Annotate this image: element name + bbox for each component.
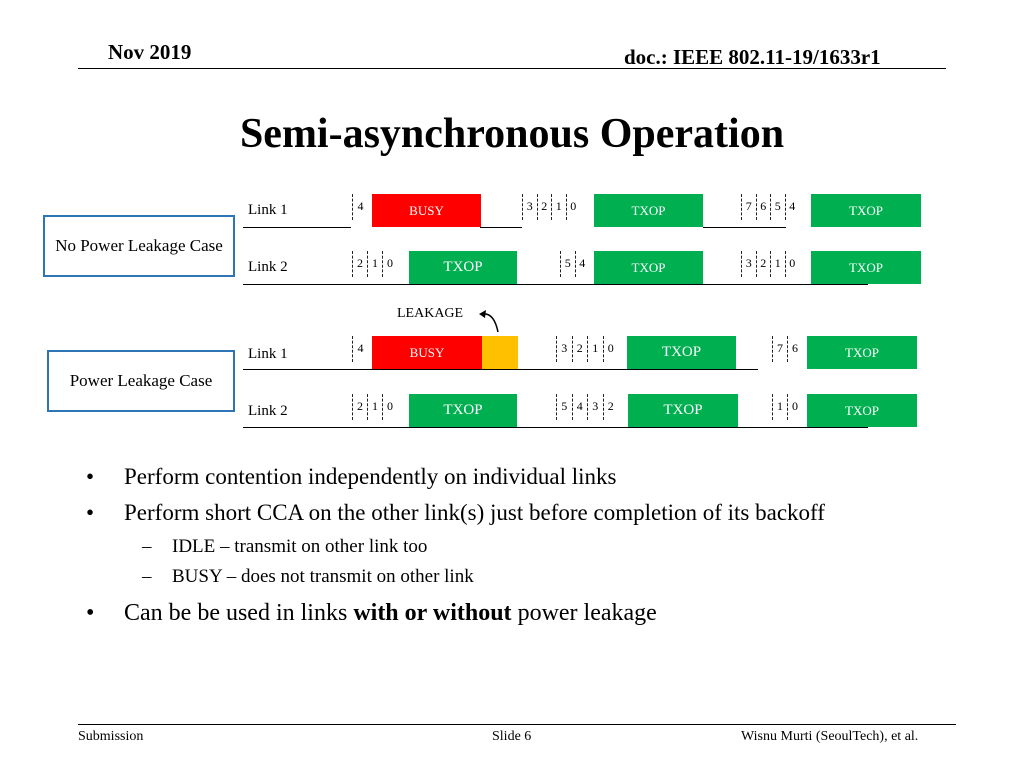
backoff-slot: 1	[772, 394, 787, 420]
backoff-slot: 4	[785, 194, 800, 220]
txop-block: TXOP	[811, 194, 921, 227]
bullet-marker: •	[86, 464, 95, 489]
backoff-slot: 4	[572, 394, 588, 420]
sub-bullet-item	[142, 566, 825, 588]
txop-block: TXOP	[627, 336, 736, 369]
backoff-slot: 3	[741, 251, 756, 277]
sub-bullet-text: BUSY – does not transmit on other link	[172, 566, 474, 587]
header-date: Nov 2019	[108, 40, 192, 64]
timeline-axis	[243, 284, 868, 285]
backoff-slot: 3	[587, 394, 603, 420]
bullet-emphasis: with or without	[353, 600, 512, 626]
backoff-slot: 4	[352, 336, 368, 362]
backoff-slot: 5	[770, 194, 785, 220]
backoff-slot: 6	[756, 194, 771, 220]
timeline-axis	[243, 227, 351, 228]
backoff-slot: 3	[556, 336, 572, 362]
backoff-slot: 0	[787, 394, 802, 420]
footer-author: Wisnu Murti (SeoulTech), et al.	[741, 729, 919, 744]
bullet-item	[86, 464, 825, 490]
sub-bullet-item	[142, 536, 825, 558]
backoff-slot: 0	[603, 336, 619, 362]
backoff-slot: 0	[566, 194, 581, 220]
footer-slide-number: Slide 6	[492, 729, 532, 744]
link-label: Link 1	[248, 202, 288, 218]
bullet-list	[86, 464, 825, 637]
backoff-slot: 2	[352, 394, 367, 420]
backoff-slot: 1	[367, 251, 382, 277]
txop-block: TXOP	[628, 394, 738, 427]
txop-block: TXOP	[594, 194, 703, 227]
footer-divider	[78, 724, 956, 725]
leakage-arrow-icon	[478, 308, 504, 336]
backoff-slot: 4	[352, 194, 368, 220]
link-label: Link 2	[248, 403, 288, 419]
txop-block: TXOP	[811, 251, 921, 284]
bullet-marker: •	[86, 500, 95, 525]
slide-title: Semi-asynchronous Operation	[239, 111, 785, 157]
backoff-slot: 0	[382, 394, 397, 420]
backoff-slot: 2	[756, 251, 771, 277]
timeline-axis	[243, 427, 868, 428]
timeline-axis	[243, 369, 758, 370]
busy-block: BUSY	[372, 336, 482, 369]
backoff-slot: 2	[603, 394, 619, 420]
backoff-slot: 4	[575, 251, 590, 277]
backoff-slot: 2	[352, 251, 367, 277]
backoff-slot: 7	[741, 194, 756, 220]
bullet-text: Can be be used in links with or without power leakage	[124, 600, 657, 626]
bullet-item	[86, 500, 825, 526]
timeline-axis	[480, 227, 522, 228]
backoff-slot: 3	[522, 194, 537, 220]
power-leakage-case-label: Power Leakage Case	[69, 370, 213, 390]
txop-block: TXOP	[409, 251, 517, 284]
backoff-slot: 7	[772, 336, 787, 362]
busy-block: BUSY	[372, 194, 481, 227]
bullet-text: Perform contention independently on individual links	[124, 464, 617, 489]
backoff-slot: 5	[556, 394, 572, 420]
backoff-slot: 0	[382, 251, 397, 277]
backoff-slot: 1	[587, 336, 603, 362]
backoff-slot: 2	[572, 336, 588, 362]
backoff-slot: 2	[537, 194, 552, 220]
bullet-item	[86, 600, 825, 627]
leakage-block	[482, 336, 518, 369]
leakage-label: LEAKAGE	[397, 306, 464, 321]
timeline-axis	[703, 227, 786, 228]
txop-block: TXOP	[807, 394, 917, 427]
backoff-slot: 1	[367, 394, 382, 420]
txop-block: TXOP	[409, 394, 517, 427]
link-label: Link 2	[248, 259, 288, 275]
header-doc-id: doc.: IEEE 802.11-19/1633r1	[624, 45, 881, 69]
sub-bullet-text: IDLE – transmit on other link too	[172, 536, 428, 557]
no-power-leakage-case-label: No Power Leakage Case	[55, 235, 223, 255]
dash-marker: –	[142, 536, 152, 557]
backoff-slot: 0	[785, 251, 800, 277]
txop-block: TXOP	[594, 251, 703, 284]
backoff-slot: 6	[787, 336, 802, 362]
backoff-slot: 5	[560, 251, 575, 277]
txop-block: TXOP	[807, 336, 917, 369]
backoff-slot: 1	[551, 194, 566, 220]
footer-submission: Submission	[78, 729, 144, 744]
link-label: Link 1	[248, 346, 288, 362]
dash-marker: –	[142, 566, 152, 587]
backoff-slot: 1	[770, 251, 785, 277]
bullet-text: Perform short CCA on the other link(s) just before completion of its backoff	[124, 500, 825, 525]
bullet-marker: •	[86, 600, 95, 626]
